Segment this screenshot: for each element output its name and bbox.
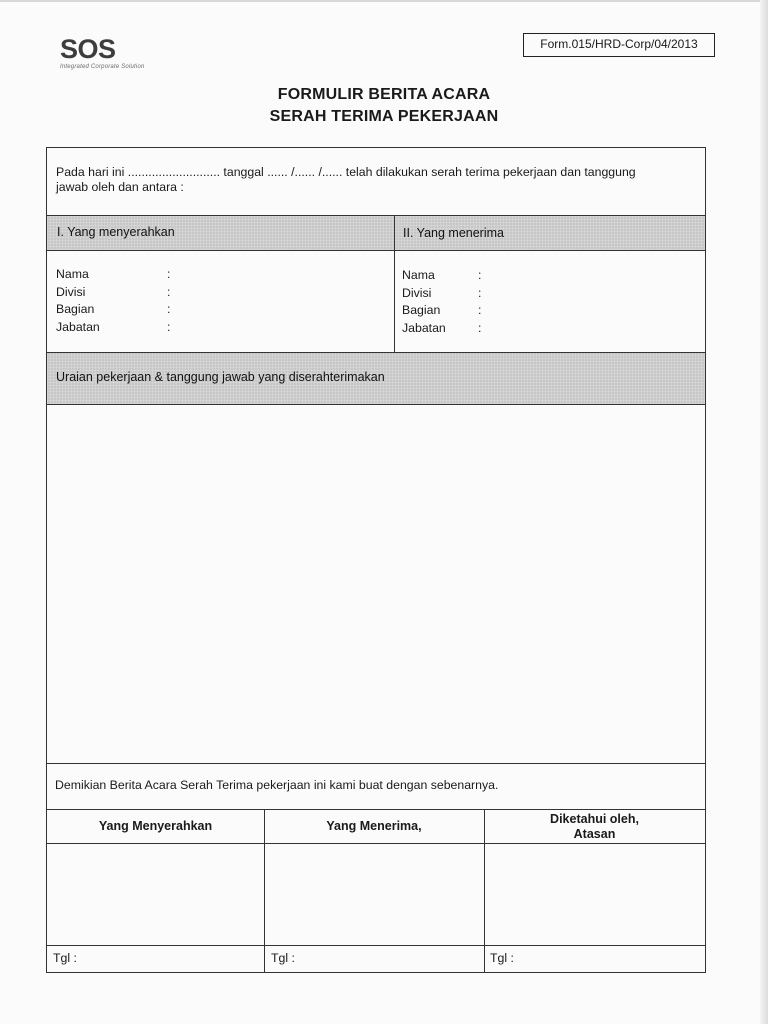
signature-table-top bbox=[47, 809, 705, 810]
signature-date-rule bbox=[47, 945, 705, 946]
approver-line-2: Atasan bbox=[573, 827, 616, 841]
giver-field-nama[interactable] bbox=[56, 266, 170, 284]
closing-top-rule bbox=[47, 763, 705, 764]
closing-statement: Demikian Berita Acara Serah Terima pekerjaan ini kami buat dengan sebenarnya. bbox=[55, 778, 499, 792]
description-section-header: Uraian pekerjaan & tanggung jawab yang diserahterimakan bbox=[56, 370, 385, 384]
giver-field-divisi[interactable] bbox=[56, 284, 170, 302]
date-field-receiver[interactable]: Tgl : bbox=[271, 951, 295, 965]
parties-divider bbox=[394, 215, 395, 352]
receiver-fields bbox=[402, 267, 481, 337]
field-separator: : bbox=[478, 303, 482, 317]
field-separator: : bbox=[167, 284, 171, 299]
field-label: Divisi bbox=[56, 284, 86, 299]
scan-top-edge bbox=[0, 0, 768, 2]
field-label: Bagian bbox=[56, 302, 95, 316]
signature-box-receiver[interactable] bbox=[265, 844, 484, 945]
signature-box-approver[interactable] bbox=[485, 844, 705, 945]
form-code-box: Form.015/HRD-Corp/04/2013 bbox=[523, 33, 715, 57]
field-label: Jabatan bbox=[402, 320, 446, 335]
field-separator: : bbox=[478, 320, 482, 335]
intro-line-2: jawab oleh dan antara : bbox=[56, 180, 184, 194]
field-separator: : bbox=[167, 267, 171, 281]
scan-right-edge bbox=[760, 0, 768, 1024]
field-label: Divisi bbox=[402, 285, 432, 300]
giver-fields bbox=[56, 266, 170, 336]
giver-field-jabatan[interactable] bbox=[56, 319, 170, 337]
signature-header-receiver: Yang Menerima, bbox=[326, 819, 422, 833]
field-label: Nama bbox=[402, 268, 435, 282]
field-label: Jabatan bbox=[56, 319, 100, 334]
approver-line-1: Diketahui oleh, bbox=[550, 812, 639, 826]
logo-text: SOS bbox=[60, 34, 116, 64]
signature-header-giver: Yang Menyerahkan bbox=[98, 819, 213, 833]
field-separator: : bbox=[478, 268, 482, 282]
description-writing-area[interactable] bbox=[47, 405, 705, 763]
field-label: Nama bbox=[56, 267, 89, 281]
form-title-line1: FORMULIR BERITA ACARA bbox=[277, 86, 491, 103]
form-title-line2: SERAH TERIMA PEKERJAAN bbox=[269, 108, 499, 125]
field-label: Bagian bbox=[402, 303, 441, 317]
logo-tagline: Integrated Corporate Solution bbox=[60, 64, 145, 70]
intro-line-1: Pada hari ini ........................... tanggal ...... /...... /...... telah dilakukan serah terima pekerjaan dan tanggung bbox=[56, 165, 636, 179]
company-logo bbox=[60, 36, 145, 70]
signature-header-approver bbox=[484, 812, 705, 842]
receiver-field-jabatan[interactable] bbox=[402, 320, 481, 338]
giver-section-header: I. Yang menyerahkan bbox=[57, 225, 175, 239]
field-separator: : bbox=[167, 319, 171, 334]
field-separator: : bbox=[167, 302, 171, 316]
intro-paragraph bbox=[56, 165, 700, 195]
field-separator: : bbox=[478, 285, 482, 300]
receiver-field-divisi[interactable] bbox=[402, 285, 481, 303]
receiver-field-bagian[interactable] bbox=[402, 302, 481, 320]
giver-field-bagian[interactable] bbox=[56, 301, 170, 319]
receiver-section-header: II. Yang menerima bbox=[403, 226, 504, 240]
signature-box-giver[interactable] bbox=[47, 844, 264, 945]
date-field-approver[interactable]: Tgl : bbox=[490, 951, 514, 965]
date-field-giver[interactable]: Tgl : bbox=[53, 951, 77, 965]
receiver-field-nama[interactable] bbox=[402, 267, 481, 285]
